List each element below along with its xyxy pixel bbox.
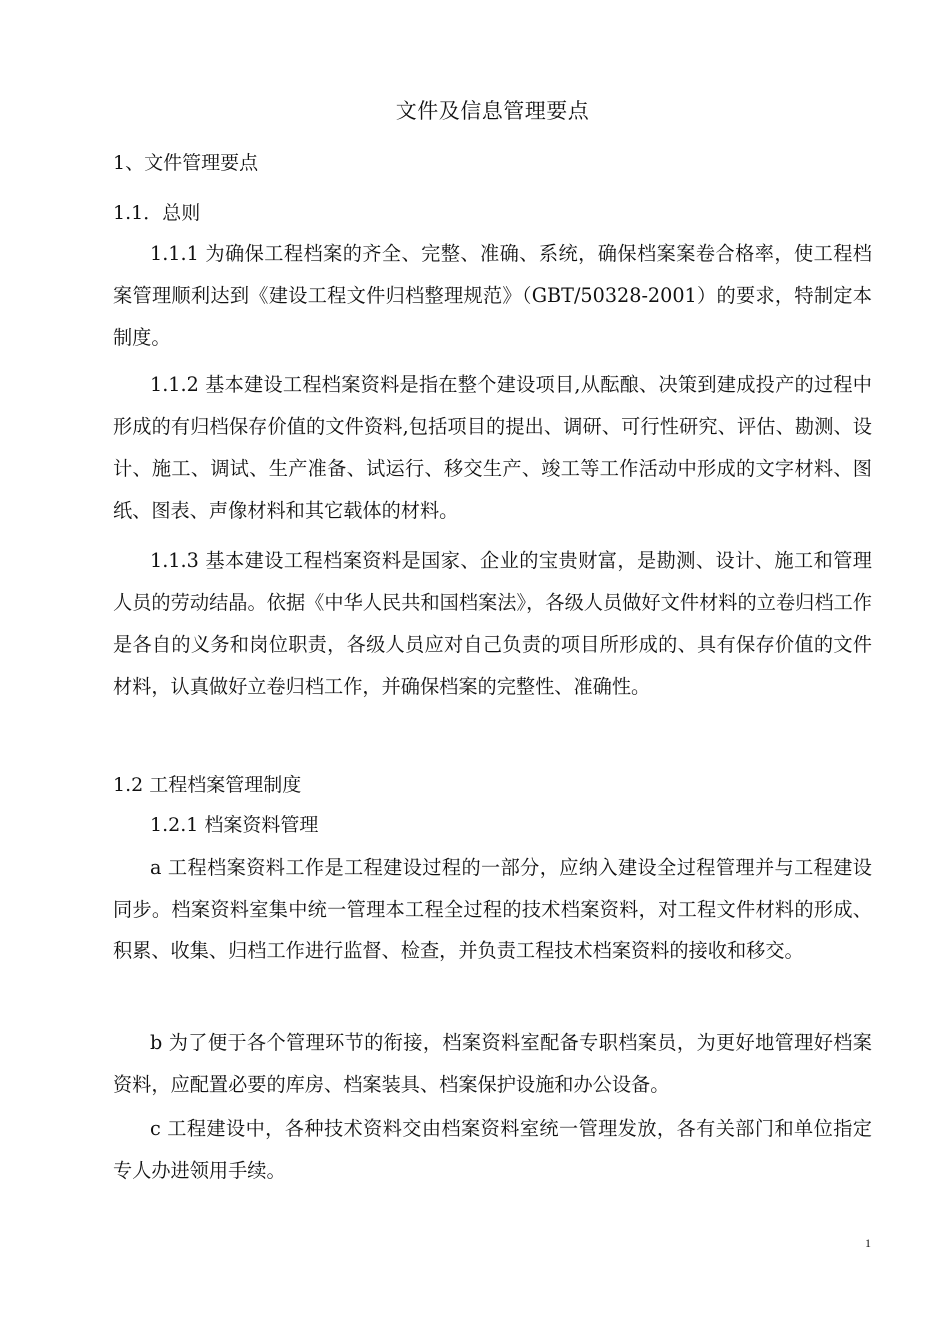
section-heading-1-2-1: 1.2.1 档案资料管理 — [150, 814, 319, 836]
section-heading-1: 1、文件管理要点 — [113, 152, 259, 174]
paragraph-a: a 工程档案资料工作是工程建设过程的一部分，应纳入建设全过程管理并与工程建设同步。档案资料室集中统一管理本工程全过程的技术档案资料，对工程文件材料的形成、积累、收集、归档工作进行监督、检查，并负责工程技术档案资料的接收和移交。 — [113, 856, 872, 963]
paragraph-1-1-1: 1.1.1 为确保工程档案的齐全、完整、准确、系统，确保档案案卷合格率，使工程档案管理顺利达到《建设工程文件归档整理规范》（GBT/50328-2001）的要求，特制定本制度。 — [113, 242, 872, 349]
section-heading-1-2: 1.2 工程档案管理制度 — [113, 774, 302, 796]
paragraph-1-1-2: 1.1.2 基本建设工程档案资料是指在整个建设项目,从酝酿、决策到建成投产的过程中形成的有归档保存价值的文件资料,包括项目的提出、调研、可行性研究、评估、勘测、设计、施工、调试、生产准备、试运行、移交生产、竣工等工作活动中形成的文字材料、图纸、图表、声像材料和其它载体的材料。 — [113, 373, 872, 522]
paragraph-1-1-3: 1.1.3 基本建设工程档案资料是国家、企业的宝贵财富，是勘测、设计、施工和管理人员的劳动结晶。依据《中华人民共和国档案法》，各级人员做好文件材料的立卷归档工作是各自的义务和岗位职责，各级人员应对自己负责的项目所形成的、具有保存价值的文件材料，认真做好立卷归档工作，并确保档案的完整性、准确性。 — [113, 549, 872, 698]
section-heading-1-1: 1.1．总则 — [113, 202, 201, 224]
page-number: 1 — [865, 1236, 871, 1250]
paragraph-b: b 为了便于各个管理环节的衔接，档案资料室配备专职档案员，为更好地管理好档案资料，应配置必要的库房、档案装具、档案保护设施和办公设备。 — [113, 1031, 872, 1096]
paragraph-c: c 工程建设中，各种技术资料交由档案资料室统一管理发放，各有关部门和单位指定专人办进领用手续。 — [113, 1117, 872, 1182]
document-title: 文件及信息管理要点 — [395, 99, 590, 123]
